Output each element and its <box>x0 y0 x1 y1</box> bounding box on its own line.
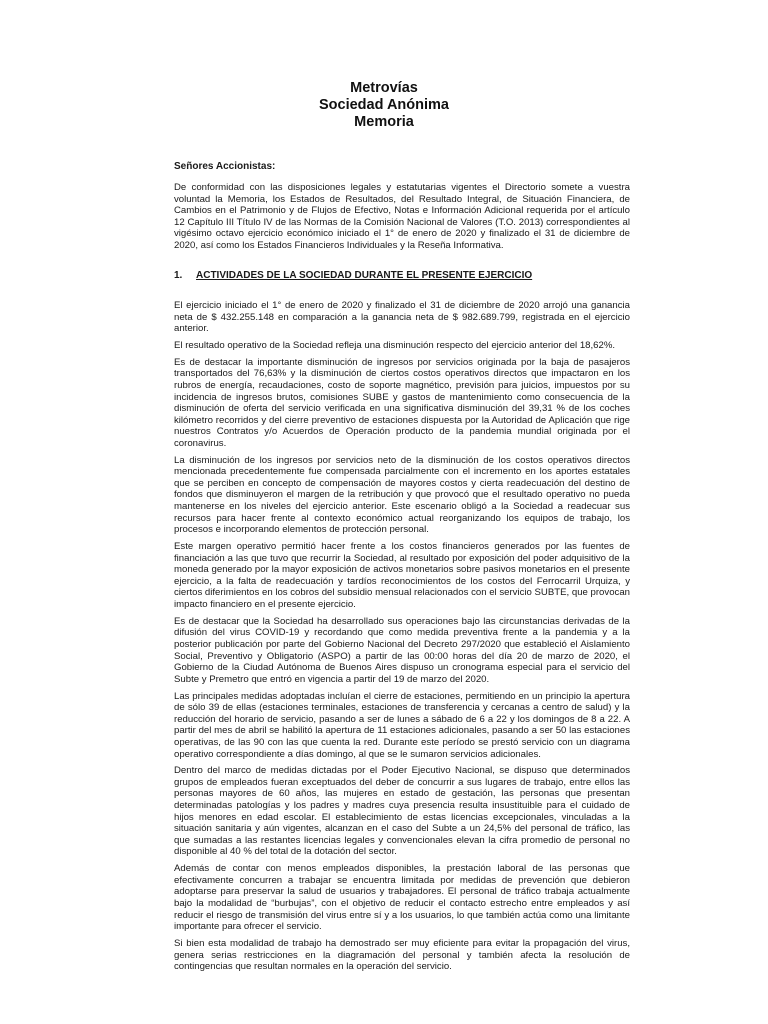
section-number: 1. <box>174 270 183 281</box>
document-title <box>0 80 768 131</box>
title-company: Metrovías <box>350 80 418 96</box>
paragraph: Además de contar con menos empleados disponibles, la prestación laboral de las personas que efectivamente concurren a trabajar se encuentra limitada por medidas de prevención que debieron adoptarse para preservar la salud de usuarios y trabajadores. El personal de tráfico trabaja actualmente bajo la modalidad de “burbujas”, con el objetivo de reducir el contacto estrecho entre empleados y así reducir el riesgo de transmisión del virus entre sí y a los usuarios, lo que también actúa como una limitante importante para ofrecer el servicio. <box>174 863 630 933</box>
paragraph: El ejercicio iniciado el 1° de enero de 2020 y finalizado el 31 de diciembre de 2020 arrojó una ganancia neta de $ 432.255.148 en comparación a la ganancia neta de $ 982.689.799, registrada en el ejercicio anterior. <box>174 300 630 335</box>
title-document-type: Memoria <box>354 114 414 130</box>
paragraph: Este margen operativo permitió hacer frente a los costos financieros generados por las fuentes de financiación a las que tuvo que recurrir la Sociedad, al resultado por exposición del poder adquisitivo de la moneda generado por la mayor exposición de activos monetarios sobre pasivos monetarios en el presente ejercicio, a la falta de readecuación y tardíos reconocimientos de los costos del Ferrocarril Urquiza, y ciertos diferimientos en los cobros del subsidio mensual relacionados con el servicio SUBTE, que provocan impacto financiero en el presente ejercicio. <box>174 541 630 610</box>
section-heading <box>174 270 532 281</box>
section-body <box>174 300 630 978</box>
title-company-type: Sociedad Anónima <box>319 97 449 113</box>
paragraph: Las principales medidas adoptadas incluían el cierre de estaciones, permitiendo en un principio la apertura de sólo 39 de ellas (estaciones terminales, estaciones de transferencia y cercanas a centro de salud) y la reducción del horario de servicio, pasando a ser de lunes a sábado de 6 a 22 y los domingos de 8 a 22. A partir del mes de abril se habilitó la apertura de 11 estaciones adicionales, pasando a ser 50 las estaciones operativas, de las 90 con las que cuenta la red. Durante este período se prestó servicio con un diagrama operativo correspondiente a días domingo, al que se le sumaron servicios adicionales. <box>174 690 630 760</box>
paragraph: La disminución de los ingresos por servicios neto de la disminución de los costos operativos directos mencionada precedentemente fue compensada parcialmente con el incremento en los aportes estatales que se perciben en concepto de compensación de mayores costos y cierta readecuación del destino de fondos que disminuyeron el margen de la retribución y que provocó que el resultado operativo no pueda mantenerse en los niveles del ejercicio anterior. Este escenario obligó a la Sociedad a readecuar sus recursos para hacer frente al contexto económico actual reorganizando los equipos de trabajo, los procesos e incorporando elementos de protección personal. <box>174 454 630 536</box>
intro-paragraph: De conformidad con las disposiciones legales y estatutarias vigentes el Directorio somete a vuestra voluntad la Memoria, los Estados de Resultados, del Resultado Integral, de Situación Financiera, de Cambios en el Patrimonio y de Flujos de Efectivo, Notas e Información Adicional requerida por el artículo 12 Capítulo III Título IV de las Normas de la Comisión Nacional de Valores (T.O. 2013) correspondientes al vigésimo octavo ejercicio económico iniciado el 1° de enero de 2020 y finalizado el 31 de diciembre de 2020, así como los Estados Financieros Individuales y la Reseña Informativa. <box>174 182 630 251</box>
salutation: Señores Accionistas: <box>174 161 276 172</box>
paragraph: Dentro del marco de medidas dictadas por el Poder Ejecutivo Nacional, se dispuso que determinados grupos de empleados fueran exceptuados del deber de concurrir a sus lugares de trabajo, entre ellos las personas mayores de 60 años, las mujeres en estado de gestación, las personas que presentan determinadas patologías y los padres y madres cuya presencia resulta insustituible para el cuidado de hijos menores en edad escolar. El establecimiento de estas licencias excepcionales, vinculadas a la situación sanitaria y aún vigentes, alcanzan en el caso del Subte a un 24,5% del personal de tráfico, las que sumadas a las restantes licencias legales y convencionales elevan la cifra promedio de personal no disponible al 40 % del total de la dotación del sector. <box>174 765 630 858</box>
section-title: ACTIVIDADES DE LA SOCIEDAD DURANTE EL PRESENTE EJERCICIO <box>196 270 533 281</box>
paragraph: El resultado operativo de la Sociedad refleja una disminución respecto del ejercicio anterior del 18,62%. <box>174 339 616 351</box>
paragraph: Es de destacar que la Sociedad ha desarrollado sus operaciones bajo las circunstancias derivadas de la difusión del virus COVID-19 y recordando que como medida preventiva frente a la pandemia y a la posterior publicación por parte del Gobierno Nacional del Decreto 297/2020 que estableció el Aislamiento Social, Preventivo y Obligatorio (ASPO) a partir de las 00:00 horas del día 20 de marzo de 2020, el Gobierno de la Ciudad Autónoma de Buenos Aires dispuso un cronograma especial para el servicio del Subte y Premetro que entró en vigencia a partir del 19 de marzo del 2020. <box>174 615 630 685</box>
paragraph: Es de destacar la importante disminución de ingresos por servicios originada por la baja de pasajeros transportados del 76,63% y la disminución de ciertos costos operativos directos que impactaron en los rubros de energía, recaudaciones, costo de soporte magnético, previsión para juicios, impuestos por su incidencia de ingresos brutos, comisiones SUBE y gastos de mantenimiento como consecuencia de la disminución de oferta del servicio verificada en una significativa disminución del 39,31 % de los coches kilómetro recorridos y del cierre preventivo de estaciones dispuesta por la Autoridad de Aplicación que rige nuestros Contratos y/o Acuerdos de Operación producto de la pandemia mundial originada por el coronavirus. <box>174 356 630 449</box>
paragraph: Si bien esta modalidad de trabajo ha demostrado ser muy eficiente para evitar la propagación del virus, genera serias restricciones en la diagramación del personal y también afecta la resolución de contingencias que resultan normales en la operación del servicio. <box>174 937 630 973</box>
